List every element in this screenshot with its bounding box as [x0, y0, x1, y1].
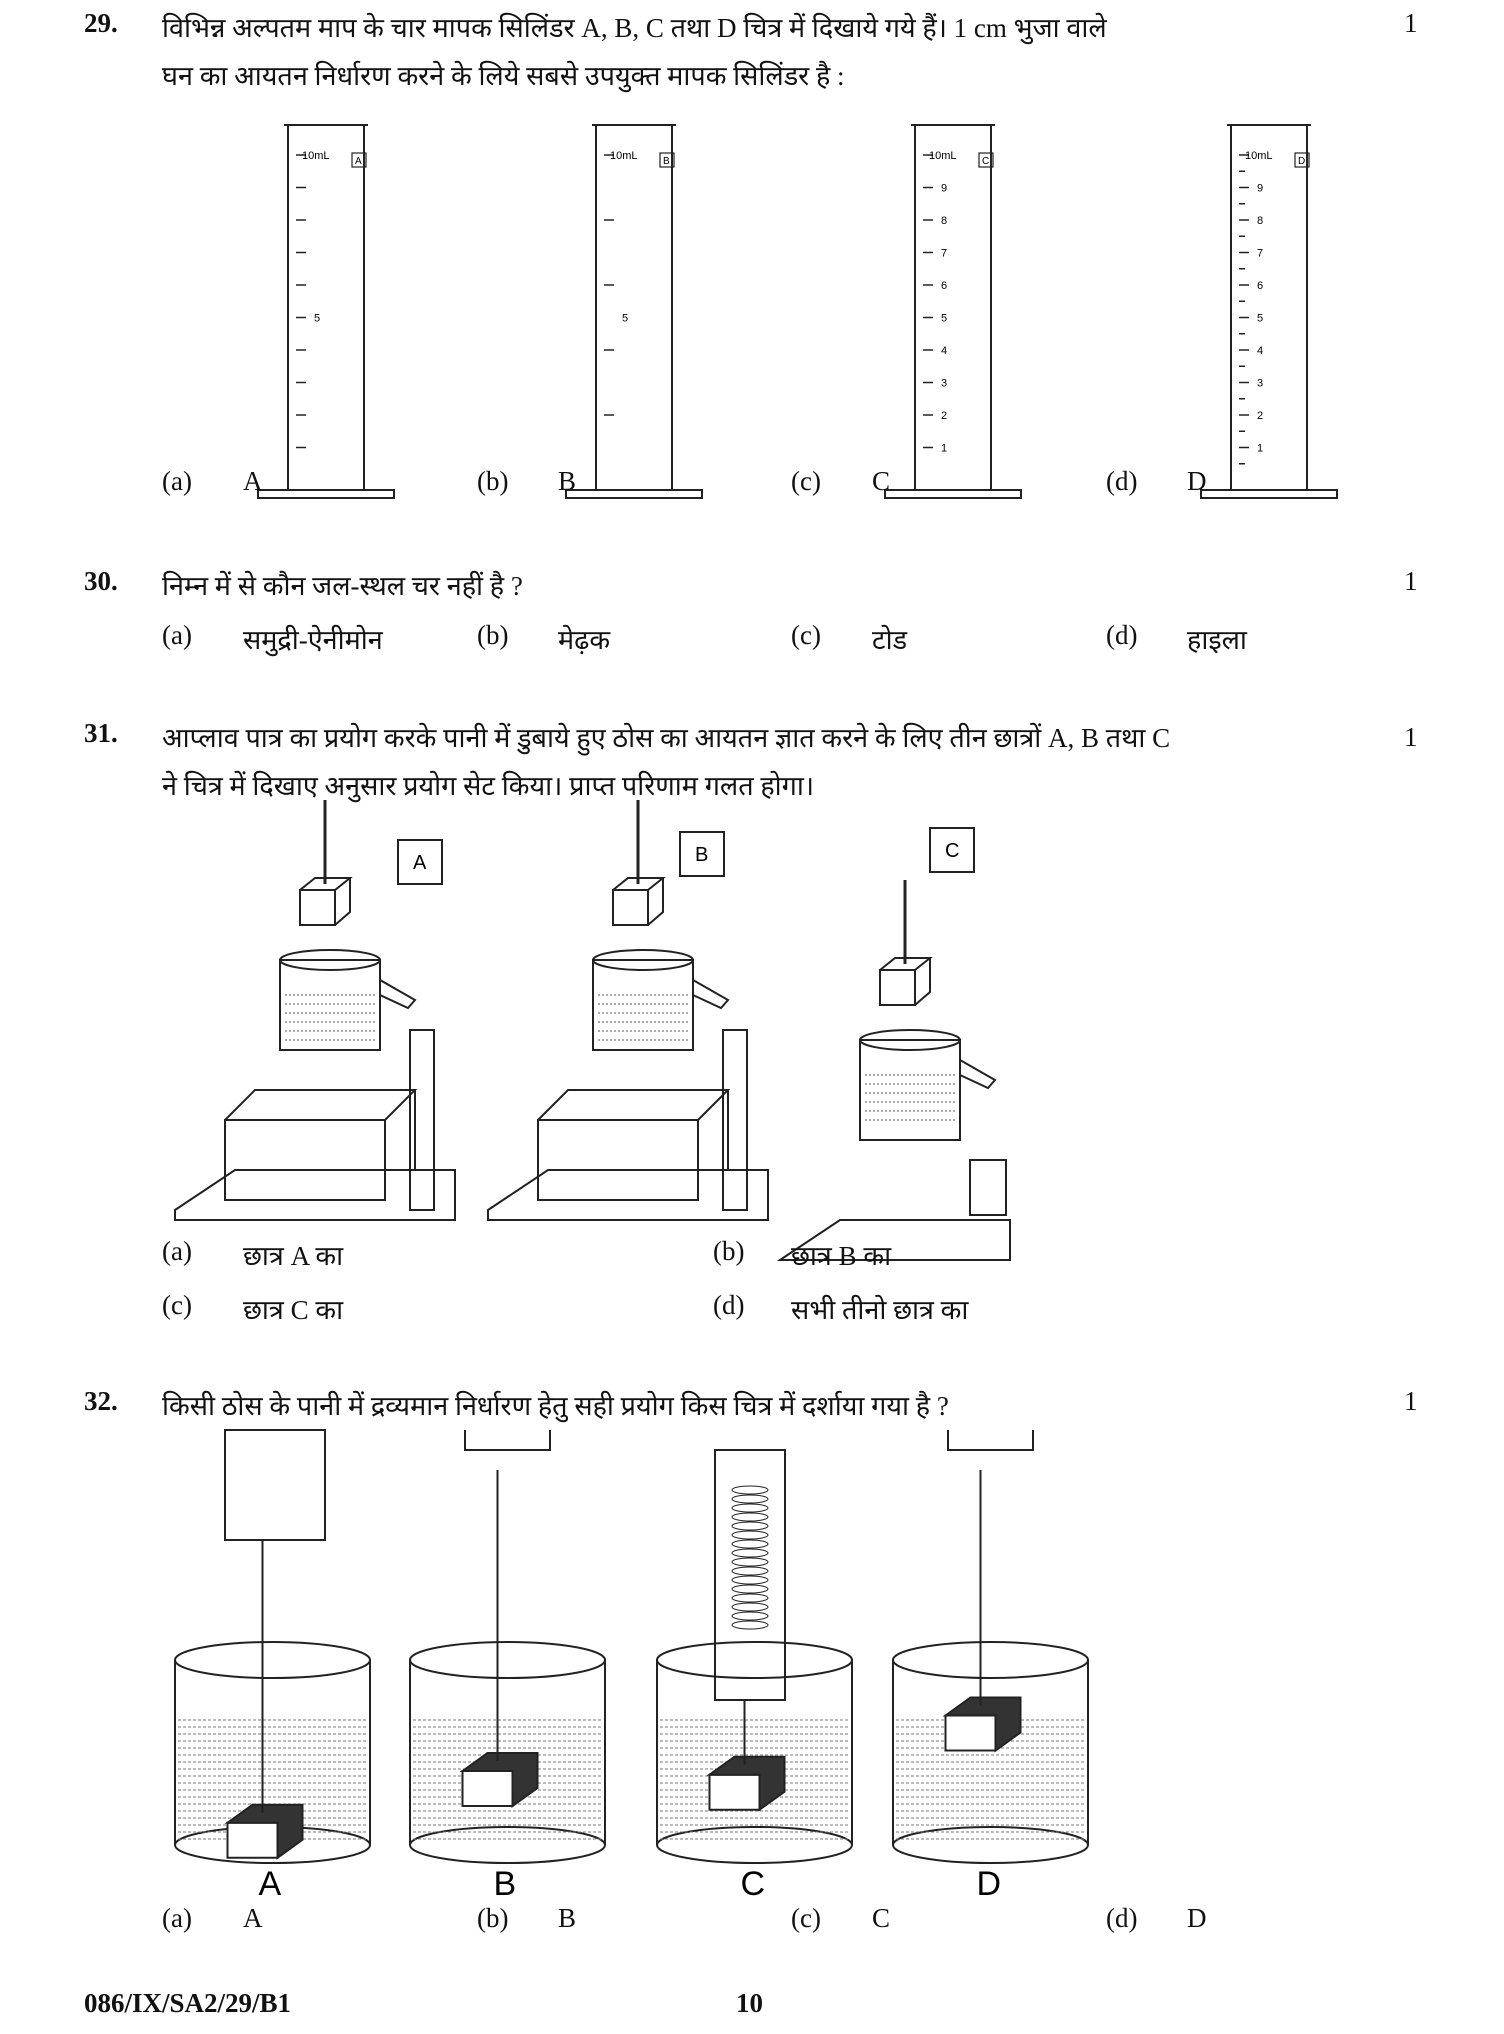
option-value[interactable]: मेढ़क — [558, 625, 611, 655]
spring-coil — [732, 1513, 768, 1521]
option-value[interactable]: A — [243, 1903, 263, 1933]
figure-label: A — [413, 852, 427, 874]
question-number: 31. — [84, 718, 118, 748]
question-number: 32. — [84, 1386, 118, 1416]
solid-cube — [880, 958, 930, 1005]
spring-balance — [465, 1430, 550, 1450]
question-number: 29. — [84, 8, 118, 38]
beaker-rim — [893, 1642, 1088, 1678]
page-number: 10 — [736, 1988, 763, 2018]
cylinder-body — [915, 125, 991, 490]
option-label: (d) — [1106, 620, 1138, 650]
cylinder-tag: D — [1298, 156, 1306, 167]
option-value[interactable]: D — [1187, 1903, 1207, 1933]
cylinder-base — [566, 490, 702, 498]
question-text: किसी ठोस के पानी में द्रव्यमान निर्धारण हेतु सही प्रयोग किस चित्र में दर्शाया गया है ? — [162, 1391, 949, 1421]
option-label: (c) — [791, 620, 821, 650]
scale-label: 5 — [1257, 312, 1264, 325]
option-value[interactable]: सभी तीनो छात्र का — [791, 1295, 969, 1325]
spring-coil — [732, 1549, 768, 1557]
scale-label: 6 — [941, 280, 948, 292]
option-value[interactable]: D — [1187, 466, 1207, 496]
scale-label: 1 — [941, 442, 948, 455]
can-spout — [693, 980, 728, 1008]
spring-balance — [948, 1430, 1033, 1450]
spring-balance-figure — [0, 1430, 1504, 1910]
solid-cube — [300, 878, 350, 925]
question-text: विभिन्न अल्पतम माप के चार मापक सिलिंडर A, B, C तथा D चित्र में दिखाये गये हैं। 1 cm भुजा वाले — [162, 13, 1107, 43]
spring-coil — [732, 1603, 768, 1611]
beaker — [657, 1660, 852, 1845]
option-value[interactable]: टोड — [872, 625, 908, 655]
option-label: (a) — [162, 466, 192, 496]
scale-label: 4 — [1257, 345, 1264, 357]
spring-coil — [732, 1540, 768, 1548]
footer-code: 086/IX/SA2/29/B1 — [84, 1988, 292, 2018]
figure-label: C — [945, 840, 960, 862]
scale-label: 10mL — [610, 150, 638, 162]
option-label: (b) — [477, 620, 509, 650]
question-marks: 1 — [1404, 566, 1418, 596]
scale-label: 2 — [941, 410, 948, 422]
question-marks: 1 — [1404, 1386, 1418, 1416]
cylinder-body — [596, 125, 672, 490]
option-value[interactable]: B — [558, 466, 577, 496]
beaker — [893, 1660, 1088, 1845]
overflow-can — [280, 960, 380, 1050]
spring-coil — [732, 1504, 768, 1512]
option-label: (a) — [162, 1236, 192, 1266]
measuring-cylinder — [410, 1030, 434, 1210]
option-label: (c) — [791, 1903, 821, 1933]
spring-coil — [732, 1576, 768, 1584]
spring-balance — [225, 1430, 325, 1540]
option-value[interactable]: समुद्री-ऐनीमोन — [243, 625, 383, 655]
scale-label: 10mL — [929, 150, 957, 162]
scale-label: 8 — [941, 215, 948, 227]
scale-label: 7 — [941, 247, 948, 260]
scale-label: 5 — [314, 312, 321, 325]
scale-label: 5 — [941, 312, 948, 325]
option-label: (b) — [477, 466, 509, 496]
overflow-can — [860, 1040, 960, 1140]
cylinder-body — [1231, 125, 1307, 490]
scale-label: 6 — [1257, 280, 1264, 292]
solid-cube — [228, 1823, 278, 1858]
spring-coil — [732, 1486, 768, 1494]
cylinder-base — [258, 490, 394, 498]
option-value[interactable]: B — [558, 1903, 577, 1933]
overflow-can-figure — [0, 810, 1504, 1230]
platform — [175, 1170, 455, 1220]
beaker-rim — [410, 1642, 605, 1678]
option-value[interactable]: छात्र B का — [791, 1241, 892, 1271]
option-label: (a) — [162, 1903, 192, 1933]
scale-label: 4 — [941, 345, 948, 357]
can-spout — [380, 980, 415, 1008]
option-label: (c) — [791, 466, 821, 496]
question-text: ने चित्र में दिखाए अनुसार प्रयोग सेट किया। प्राप्त परिणाम गलत होगा। — [162, 771, 815, 801]
platform — [488, 1170, 768, 1220]
solid-cube — [946, 1716, 996, 1751]
measuring-cylinders-figure — [0, 0, 1504, 520]
question-marks: 1 — [1404, 8, 1418, 38]
can-spout — [960, 1060, 995, 1088]
cylinder-base — [1201, 490, 1337, 498]
spring-coil — [732, 1621, 768, 1629]
figure-label: C — [740, 1865, 766, 1903]
figure-label: B — [493, 1865, 517, 1903]
scale-label: 10mL — [1245, 150, 1273, 162]
scale-label: 5 — [622, 312, 629, 325]
option-value[interactable]: छात्र A का — [243, 1241, 344, 1271]
scale-label: 3 — [1257, 377, 1264, 390]
figure-label: B — [695, 844, 709, 866]
option-label: (c) — [162, 1290, 192, 1320]
cylinder-body — [288, 125, 364, 490]
scale-label: 9 — [941, 182, 948, 195]
question-marks: 1 — [1404, 722, 1418, 752]
question-text: घन का आयतन निर्धारण करने के लिये सबसे उपयुक्त मापक सिलिंडर है : — [162, 61, 845, 91]
cylinder-tag: A — [355, 156, 362, 167]
option-label: (b) — [713, 1236, 745, 1266]
scale-label: 7 — [1257, 247, 1264, 260]
cylinder-tag: C — [982, 156, 990, 167]
overflow-can — [593, 960, 693, 1050]
solid-cube — [463, 1771, 513, 1806]
spring-coil — [732, 1612, 768, 1620]
option-label: (d) — [713, 1290, 745, 1320]
spring-coil — [732, 1522, 768, 1530]
spring-coil — [732, 1585, 768, 1593]
solid-cube — [613, 878, 663, 925]
option-label: (a) — [162, 620, 192, 650]
wooden-block — [538, 1090, 728, 1200]
option-value[interactable]: C — [872, 1903, 891, 1933]
question-number: 30. — [84, 566, 118, 596]
question-text: निम्न में से कौन जल-स्थल चर नहीं है ? — [162, 571, 523, 601]
beaker-rim — [657, 1642, 852, 1678]
measuring-cylinder — [723, 1030, 747, 1210]
scale-label: 3 — [941, 377, 948, 390]
option-value[interactable]: हाइला — [1187, 625, 1247, 655]
scale-label: 2 — [1257, 410, 1264, 422]
cylinder-base — [885, 490, 1021, 498]
spring-coil — [732, 1594, 768, 1602]
option-value[interactable]: छात्र C का — [243, 1295, 344, 1325]
cylinder-tag: B — [663, 156, 670, 167]
solid-cube — [710, 1775, 760, 1810]
measuring-cylinder — [970, 1160, 1006, 1215]
spring-coil — [732, 1531, 768, 1539]
option-label: (d) — [1106, 1903, 1138, 1933]
option-label: (d) — [1106, 466, 1138, 496]
scale-label: 8 — [1257, 215, 1264, 227]
scale-label: 1 — [1257, 442, 1264, 455]
wooden-block — [225, 1090, 415, 1200]
option-value[interactable]: C — [872, 466, 891, 496]
figure-label: A — [258, 1865, 282, 1903]
spring-coil — [732, 1495, 768, 1503]
scale-label: 10mL — [302, 150, 330, 162]
spring-coil — [732, 1558, 768, 1566]
figure-label: D — [976, 1865, 1002, 1903]
option-value[interactable]: A — [243, 466, 263, 496]
beaker-rim — [175, 1642, 370, 1678]
spring-coil — [732, 1567, 768, 1575]
question-text: आप्लाव पात्र का प्रयोग करके पानी में डुबाये हुए ठोस का आयतन ज्ञात करने के लिए तीन छात्रों A, B तथा C — [162, 723, 1171, 753]
scale-label: 9 — [1257, 182, 1264, 195]
option-label: (b) — [477, 1903, 509, 1933]
